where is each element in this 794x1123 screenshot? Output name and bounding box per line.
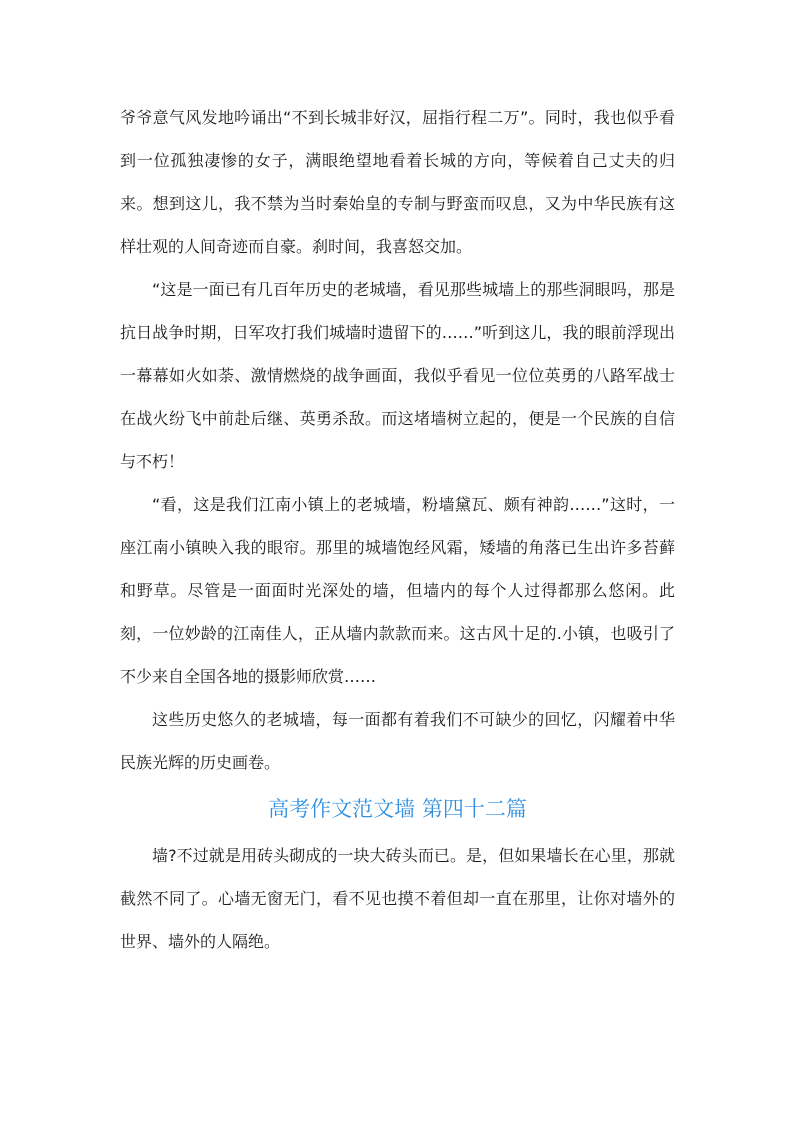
paragraph-1: 爷爷意气风发地吟诵出“不到长城非好汉，屈指行程二万”。同时，我也似乎看到一位孤独凄惨的女子，满眼绝望地看着长城的方向，等候着自己丈夫的归来。想到这儿，我不禁为当时秦始皇的专制与野蛮而叹息，又为中华民族有这样壮观的人间奇迹而自豪。刹时间，我喜怒交加。 [120, 108, 675, 256]
paragraph-2: “这是一面已有几百年历史的老城墙，看见那些城墙上的那些洞眼吗，那是抗日战争时期，日军攻打我们城墙时遗留下的……”听到这儿，我的眼前浮现出一幕幕如火如荼、激情燃烧的战争画面，我似乎看见一位位英勇的八路军战士在战火纷飞中前赴后继、英勇杀敌。而这堵墙树立起的，便是一个民族的自信与不朽！ [120, 280, 675, 471]
paragraph-3: “看，这是我们江南小镇上的老城墙，粉墙黛瓦、颇有神韵……”这时，一座江南小镇映入我的眼帘。那里的城墙饱经风霜，矮墙的角落已生出许多苔藓和野草。尽管是一面面时光深处的墙，但墙内的每个人过得都那么悠闲。此刻，一位妙龄的江南佳人，正从墙内款款而来。这古风十足的.小镇，也吸引了不少来自全国各地的摄影师欣赏…… [120, 495, 675, 686]
paragraph-4: 这些历史悠久的老城墙，每一面都有着我们不可缺少的回忆，闪耀着中华民族光辉的历史画卷。 [120, 710, 675, 772]
section-heading: 高考作文范文墙 第四十二篇 [268, 797, 527, 821]
document-page [120, 96, 675, 963]
paragraph-5: 墙?不过就是用砖头砌成的一块大砖头而已。是，但如果墙长在心里，那就截然不同了。心墙无窗无门，看不见也摸不着但却一直在那里，让你对墙外的世界、墙外的人隔绝。 [120, 846, 675, 951]
